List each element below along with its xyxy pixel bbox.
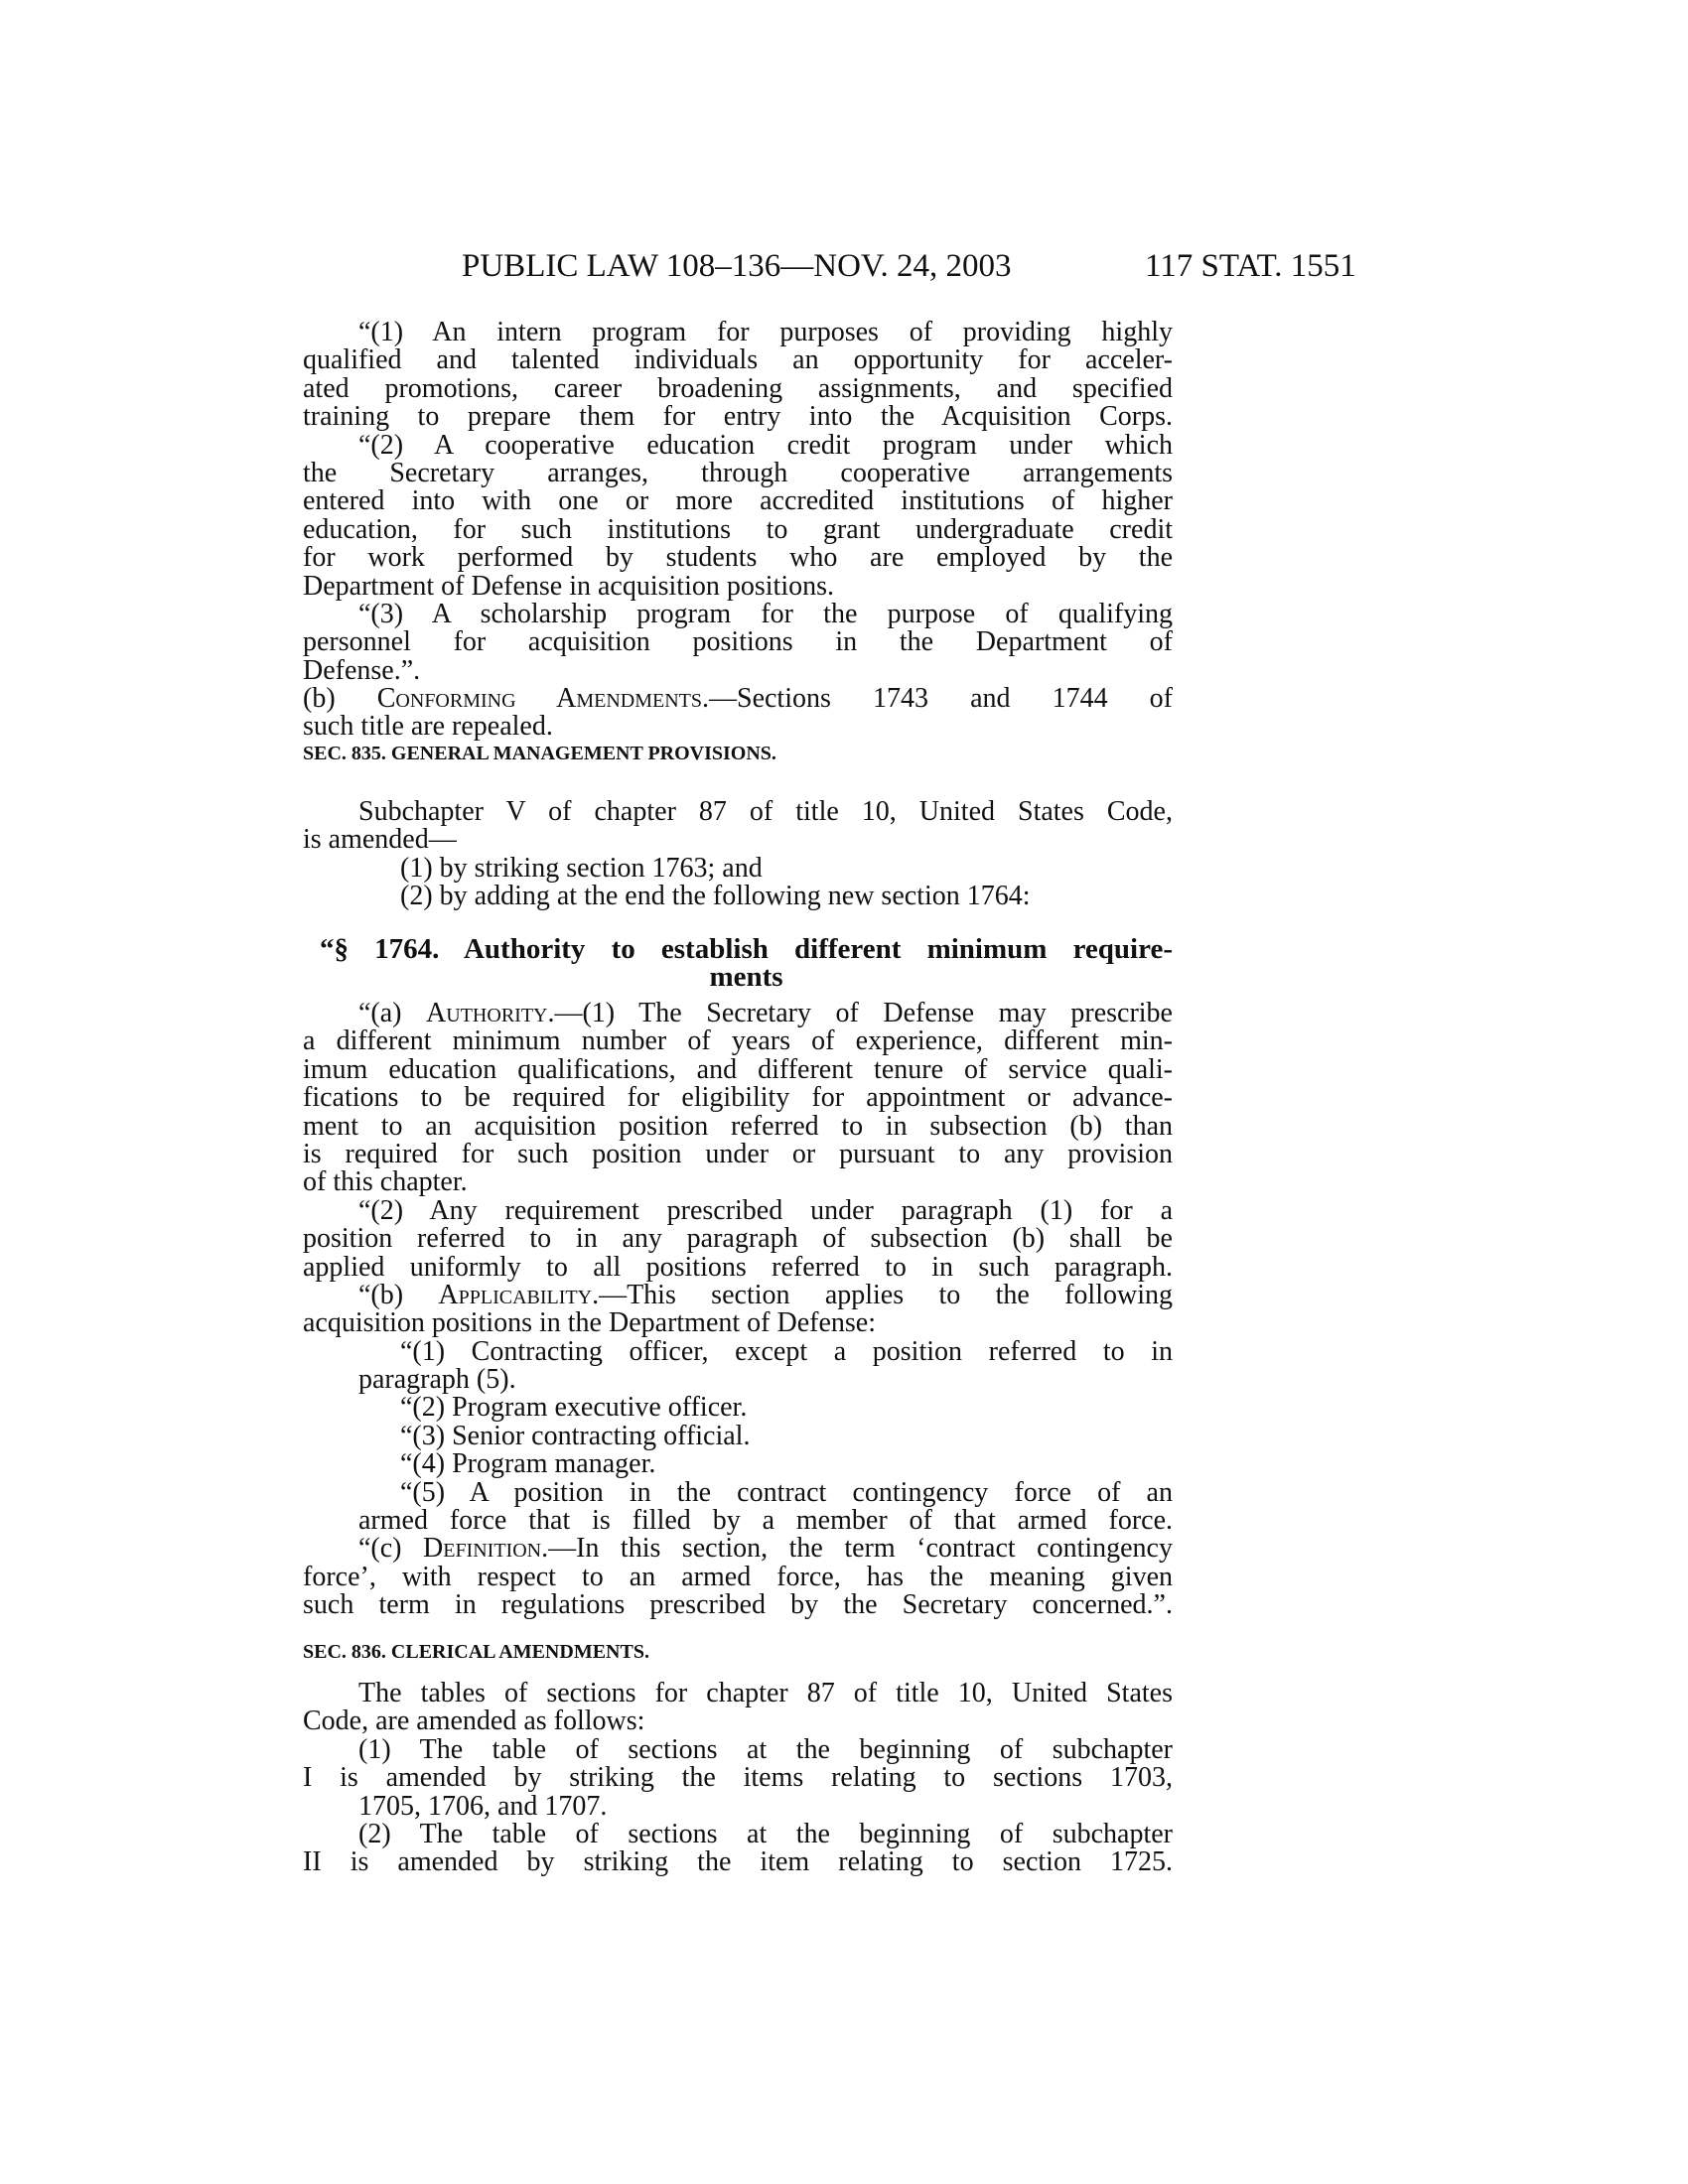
authority-line (303, 1000, 1173, 1027)
text-line: (1) The table of sections at the beginning of subchapter (358, 1733, 1173, 1765)
text-line: for work performed by students who are employed by the (303, 542, 1173, 574)
heading-line: “§ 1764. Authority to establish different minimum require- (320, 933, 1173, 965)
text-line: such title are repealed. (303, 711, 553, 743)
text-line: Department of Defense in acquisition positions. (303, 570, 834, 602)
text-line: “(2) Any requirement prescribed under paragraph (1) for a (358, 1194, 1173, 1226)
text-line: a different minimum number of years of experience, different min- (303, 1025, 1173, 1057)
paragraph-block-c (303, 1000, 1173, 1620)
subsection-heading: Conforming Amendments (376, 683, 702, 715)
text-line: “(3) Senior contracting official. (400, 1420, 751, 1451)
text-line: fications to be required for eligibility for appointment or advance- (303, 1082, 1173, 1114)
text-line: ated promotions, career broadening assignments, and specified (303, 372, 1173, 404)
text-line: the Secretary arranges, through cooperative arrangements (303, 457, 1173, 488)
text-line: position referred to in any paragraph of subsection (b) shall be (303, 1223, 1173, 1255)
text-line: The tables of sections for chapter 87 of title 10, United States (358, 1678, 1173, 1708)
text-line: of this chapter. (303, 1166, 468, 1198)
heading-line: ments (709, 961, 783, 994)
text-line: “(3) A scholarship program for the purpose of qualifying (358, 598, 1173, 629)
text-line: I is amended by striking the items relating to sections 1703, (303, 1762, 1173, 1794)
text: .—This section applies to the following (592, 1279, 1173, 1310)
text-line: imum education qualifications, and different tenure of service quali- (303, 1053, 1173, 1085)
text-line: armed force that is filled by a member of that armed force. (358, 1505, 1173, 1537)
text: .—(1) The Secretary of Defense may prescribe (547, 998, 1173, 1028)
text: “(c) (358, 1533, 423, 1565)
text-line: such term in regulations prescribed by the Secretary concerned.”. (303, 1589, 1173, 1621)
text-line: qualified and talented individuals an opportunity for acceler- (303, 344, 1173, 376)
text-line: paragraph (5). (358, 1364, 516, 1396)
text-line: (2) The table of sections at the beginning of subchapter (358, 1818, 1173, 1849)
text-line: “(2) A cooperative education credit program under which (358, 429, 1173, 461)
text-line: “(1) An intern program for purposes of providing highly (358, 317, 1173, 347)
subsection-heading: Authority (426, 998, 548, 1028)
text-line: is required for such position under or pursuant to any provision (303, 1138, 1173, 1169)
paragraph-block-d (303, 1680, 1173, 1877)
page-stat-number: 117 STAT. 1551 (1145, 248, 1356, 284)
applicability-line (303, 1279, 1173, 1310)
text-line: ment to an acquisition position referred to in subsection (b) than (303, 1110, 1173, 1142)
text: .—Sections 1743 and 1744 of (702, 683, 1173, 715)
text: .—In this section, the term ‘contract contingency (541, 1533, 1173, 1565)
text-line: personnel for acquisition positions in the Department of (303, 626, 1173, 658)
paragraph-block-a (303, 319, 1173, 742)
text-line: education, for such institutions to grant undergraduate credit (303, 513, 1173, 545)
running-header-title: PUBLIC LAW 108–136—NOV. 24, 2003 (462, 248, 1012, 284)
definition-line (303, 1535, 1173, 1563)
text-line: (2) by adding at the end the following new section 1764: (400, 881, 1031, 912)
section-836-heading: SEC. 836. CLERICAL AMENDMENTS. (303, 1641, 649, 1663)
text-line: entered into with one or more accredited institutions of higher (303, 485, 1173, 517)
text-line: is amended— (303, 824, 457, 856)
text-line: “(2) Program executive officer. (400, 1392, 748, 1424)
text-line: training to prepare them for entry into the Acquisition Corps. (303, 401, 1173, 433)
conforming-amendments-line (303, 685, 1173, 713)
text-line: force’, with respect to an armed force, has the meaning given (303, 1561, 1173, 1592)
section-835-heading: SEC. 835. GENERAL MANAGEMENT PROVISIONS. (303, 743, 776, 764)
text: (b) (303, 683, 377, 715)
subsection-heading: Definition (423, 1533, 542, 1565)
subsection-heading: Applicability (438, 1279, 593, 1310)
text-line: (1) by striking section 1763; and (400, 852, 763, 884)
text: “(a) (358, 998, 427, 1028)
text-line: Subchapter V of chapter 87 of title 10, United States Code, (358, 796, 1173, 827)
text-line: acquisition positions in the Department of Defense: (303, 1307, 876, 1339)
text-line: “(4) Program manager. (400, 1448, 656, 1480)
text-line: 1705, 1706, and 1707. (358, 1790, 608, 1822)
section-1764-heading (320, 935, 1173, 992)
text-line: applied uniformly to all positions referred to in such paragraph. (303, 1251, 1173, 1283)
text-line: Defense.”. (303, 654, 421, 686)
paragraph-block-b (303, 798, 1173, 911)
text: “(b) (358, 1279, 439, 1310)
text-line: “(5) A position in the contract contingency force of an (400, 1476, 1173, 1508)
text-line: II is amended by striking the item relating to section 1725. (303, 1846, 1173, 1878)
text-line: Code, are amended as follows: (303, 1706, 645, 1737)
text-line: “(1) Contracting officer, except a position referred to in (400, 1335, 1173, 1367)
